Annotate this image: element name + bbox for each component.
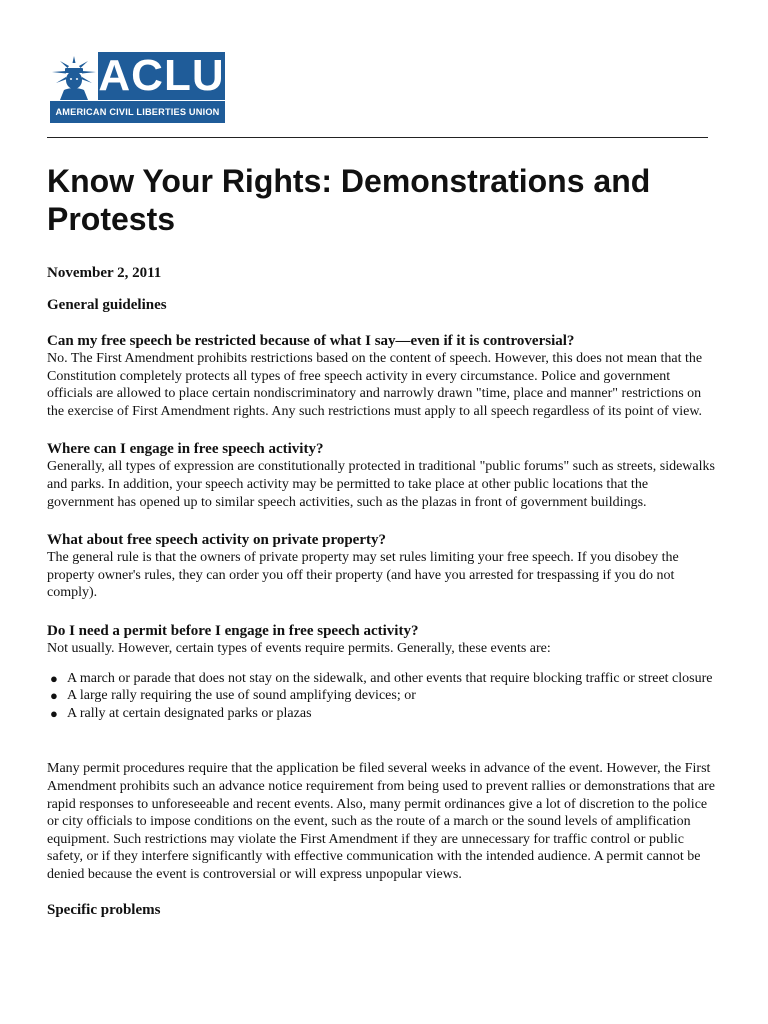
list-item <box>50 687 717 705</box>
question-heading: Where can I engage in free speech activity? <box>47 441 324 458</box>
qa-private-property <box>47 531 717 602</box>
permit-procedures-paragraph: Many permit procedures require that the application be filed several weeks in advance of the event. However, the First Amendment prohibits such an advance notice requirement from being used to prevent rallies or demonstrations that are rapid responses to unforeseeable and recent events. Also, many permit ordinances give a lot of discretion to the police or city officials to impose conditions on the event, such as the route of a march or the sound levels of amplification equipment. Such restrictions may violate the First Amendment if they are unnecessary for traffic control or public safety, or if they interfere significantly with effective communication with the intended audience. A permit cannot be denied because the event is controversial or will express unpopular views. <box>47 761 715 882</box>
page-title: Know Your Rights: Demonstrations and Protests <box>47 163 651 237</box>
bullet-icon: ● <box>50 670 58 686</box>
header-divider <box>47 137 708 138</box>
section-heading-general-guidelines: General guidelines <box>47 297 167 313</box>
bullet-icon: ● <box>50 705 58 721</box>
list-item <box>50 705 717 723</box>
answer-text: The general rule is that the owners of private property may set rules limiting your free speech. If you disobey the property owner's rules, they can order you off their property (and have you arrested for trespassing if you do not comply). <box>47 550 679 601</box>
list-item <box>50 670 717 688</box>
answer-text: No. The First Amendment prohibits restrictions based on the content of speech. However, this does not mean that the Constitution completely protects all types of free speech activity in every circumstance. Police and government officials are allowed to place certain nondiscriminatory and narrowly drawn "time, place and manner" restrictions on the exercise of First Amendment rights. Any such restrictions must apply to all speech regardless of its point of view. <box>47 351 703 419</box>
qa-content-restriction <box>47 332 717 420</box>
list-item-text: A large rally requiring the use of sound amplifying devices; or <box>67 688 416 704</box>
answer-text: Generally, all types of expression are constitutionally protected in traditional "public forums" such as streets, sidewalks and parks. In addition, your speech activity may be permitted to take place at other public locations that the government has opened up to similar speech activities, such as the plazas in front of government buildings. <box>47 459 715 510</box>
question-heading: What about free speech activity on private property? <box>47 532 386 549</box>
aclu-tagline: AMERICAN CIVIL LIBERTIES UNION <box>50 101 225 123</box>
answer-text: Not usually. However, certain types of events require permits. Generally, these events are: <box>47 640 551 656</box>
list-item-text: A march or parade that does not stay on the sidewalk, and other events that require blocking traffic or street closure <box>67 670 713 686</box>
permit-events-list <box>47 670 717 723</box>
qa-where-to-speak <box>47 440 717 511</box>
statue-of-liberty-icon <box>50 52 98 100</box>
aclu-logo <box>50 52 225 123</box>
aclu-logo-top <box>50 52 225 100</box>
section-heading-specific-problems: Specific problems <box>47 902 161 919</box>
article-content <box>47 162 717 919</box>
list-item-text: A rally at certain designated parks or plazas <box>67 705 312 721</box>
bullet-icon: ● <box>50 688 58 704</box>
publish-date: November 2, 2011 <box>47 265 162 281</box>
aclu-wordmark: ACLU <box>98 51 225 100</box>
question-heading: Can my free speech be restricted because of what I say—even if it is controversial? <box>47 333 575 349</box>
qa-permit <box>47 622 717 658</box>
question-heading: Do I need a permit before I engage in free speech activity? <box>47 622 419 639</box>
